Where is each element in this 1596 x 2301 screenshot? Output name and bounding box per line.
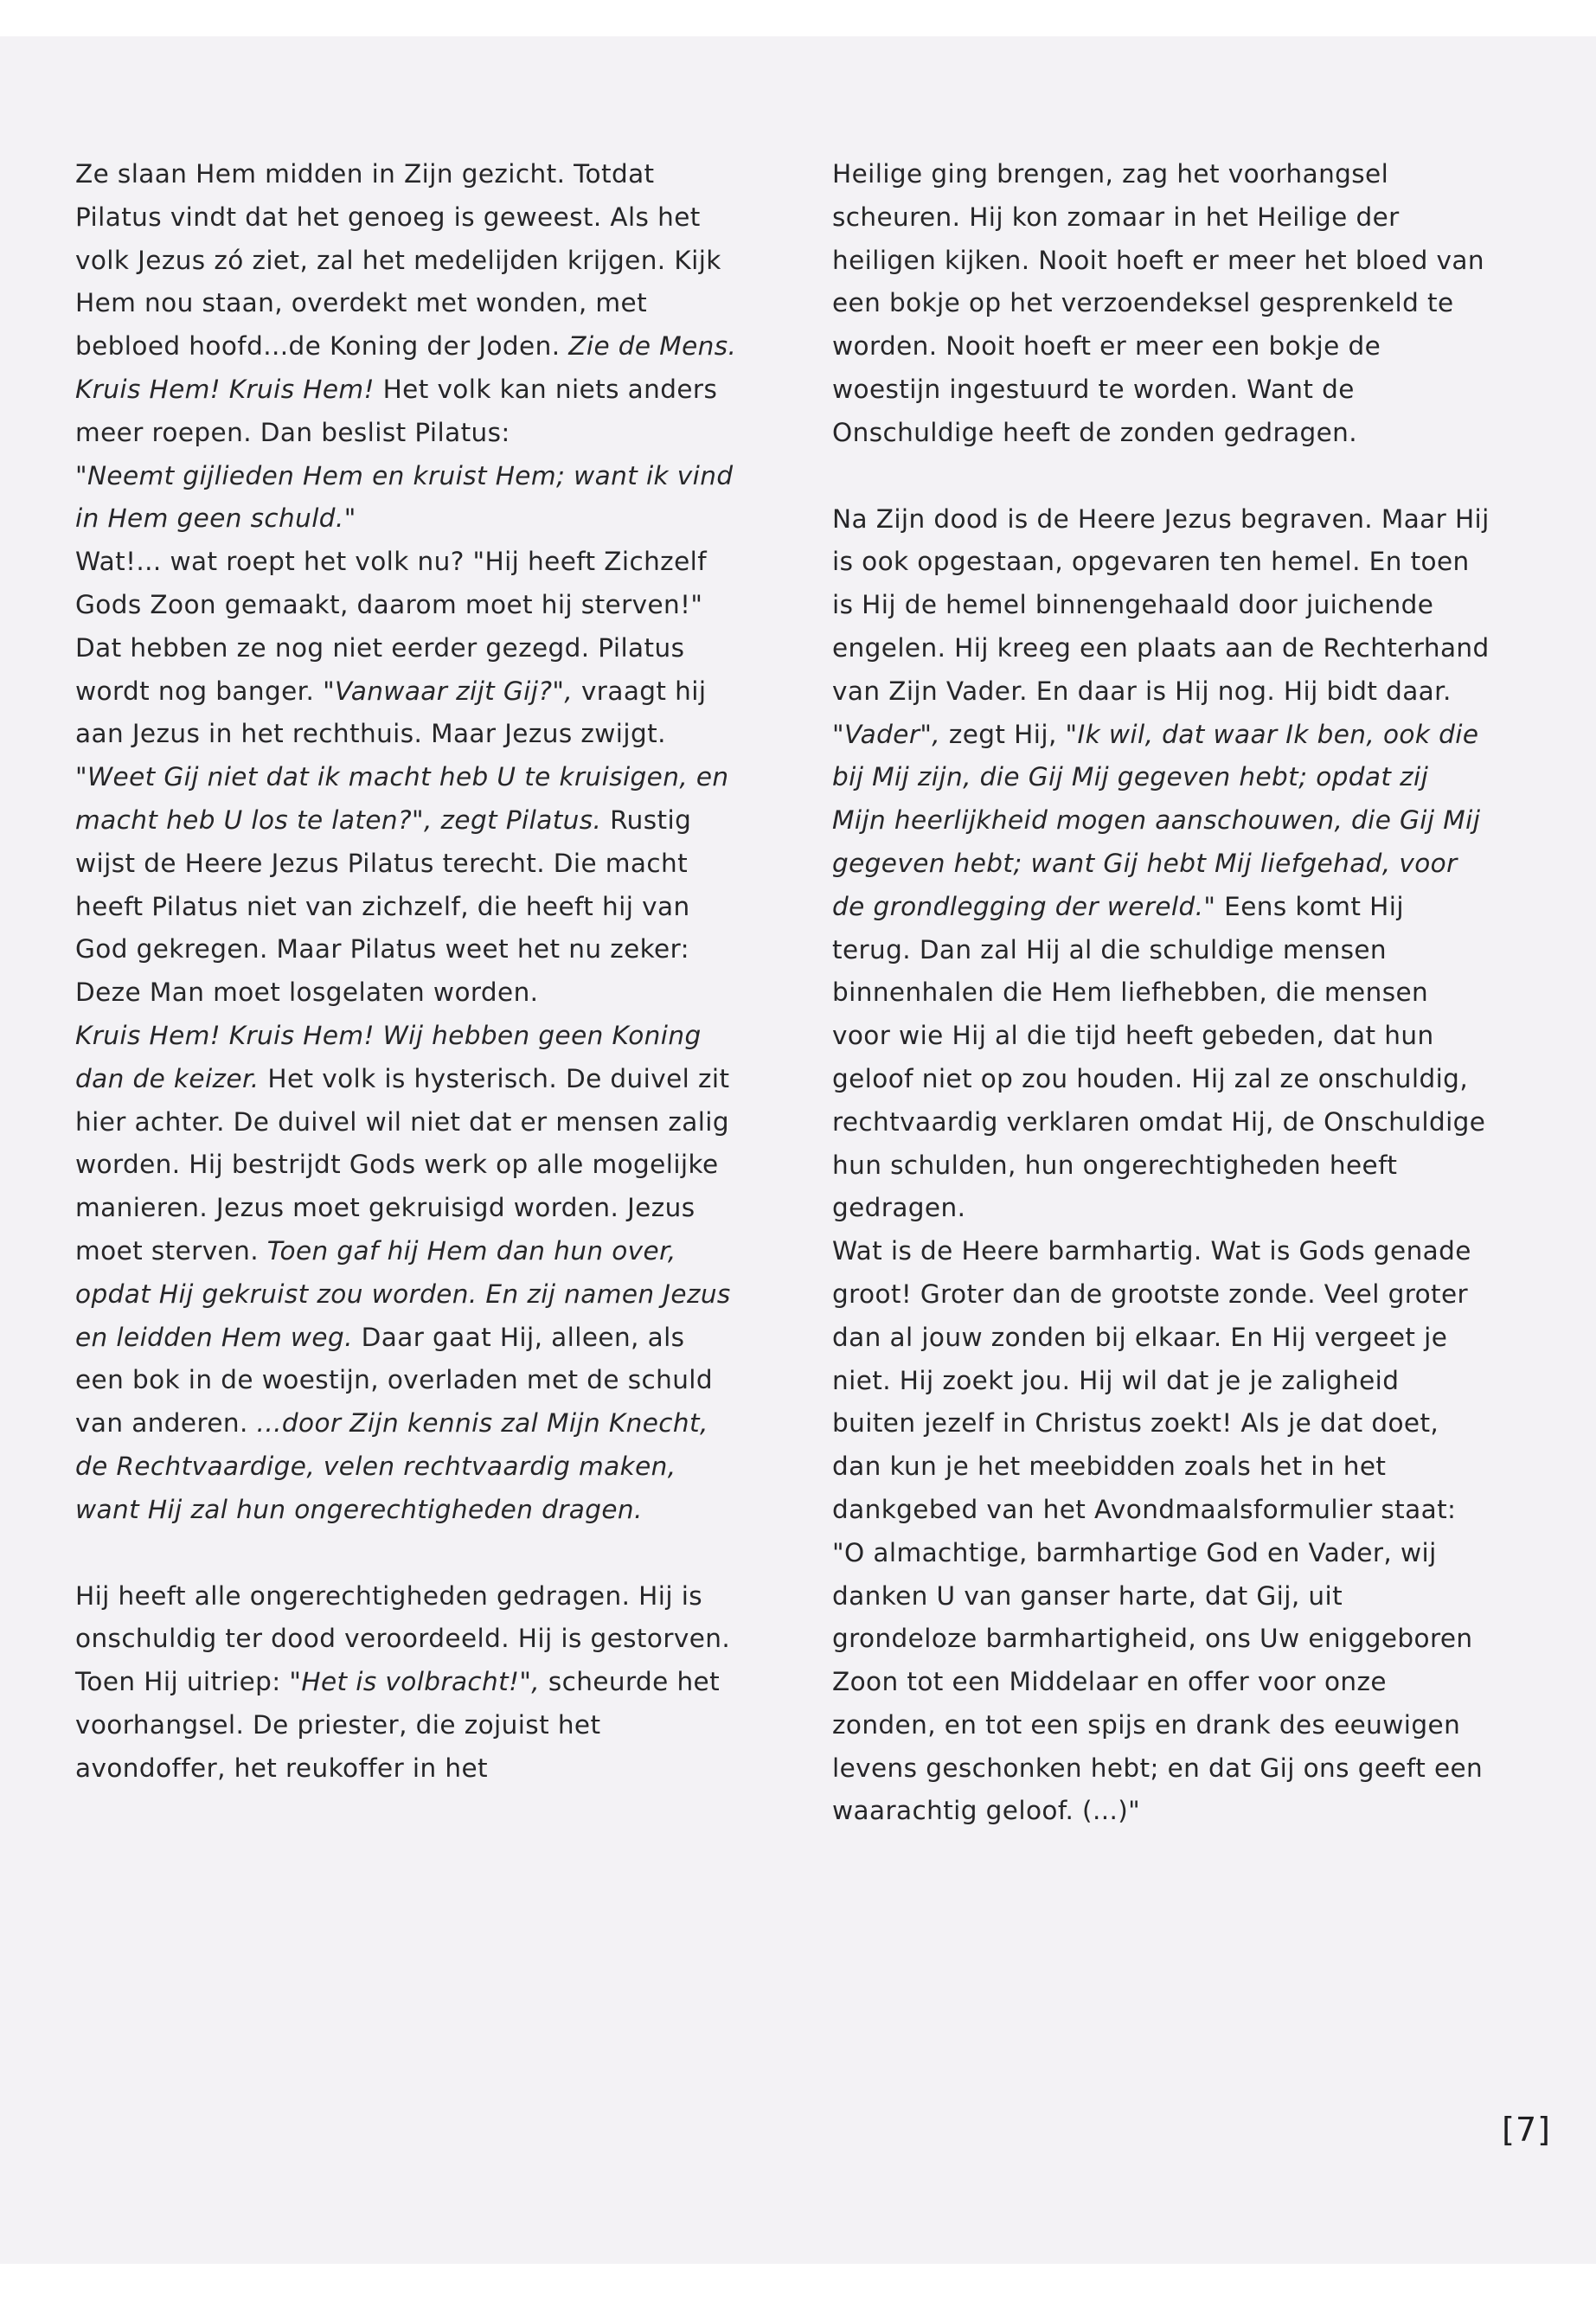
document-page xyxy=(0,36,1596,2264)
paragraph: Heilige ging brengen, zag het voorhangsel scheuren. Hij kon zomaar in het Heilige der heiligen kijken. Nooit hoeft er meer het bloed van een bokje op het verzoendeksel gesprenkeld te worden. Nooit hoeft er meer een bokje de woestijn ingestuurd te worden. Want de Onschuldige heeft de zonden gedragen. xyxy=(832,159,1484,447)
left-column xyxy=(75,153,741,1790)
paragraph: Na Zijn dood is de Heere Jezus begraven. Maar Hij is ook opgestaan, opgevaren ten hemel. En toen is Hij de hemel binnengehaald door juichende engelen. Hij kreeg een plaats aan de Rechterhand van Zijn Vader. En daar is Hij nog. Hij bidt daar. "Vader", zegt Hij, "Ik wil, dat waar Ik ben, ook die bij Mij zijn, die Gij Mij gegeven hebt; opdat zij Mijn heerlijkheid mogen aanschouwen, die Gij Mij gegeven hebt; want Gij hebt Mij liefgehad, voor de grondlegging der wereld." Eens komt Hij terug. Dan zal Hij al die schuldige mensen binnenhalen die Hem liefhebben, die mensen voor wie Hij al die tijd heeft gebeden, dat hun geloof niet op zou houden. Hij zal ze onschuldig, rechtvaardig verklaren omdat Hij, de Onschuldige hun schulden, hun ongerechtigheden heeft gedragen. xyxy=(832,503,1490,1223)
paragraph: Hij heeft alle ongerechtigheden gedragen. Hij is onschuldig ter dood veroordeeld. Hij is gestorven. Toen Hij uitriep: "Het is volbracht!", scheurde het voorhangsel. De priester, die zojuist het avondoffer, het reukoffer in het xyxy=(75,1580,731,1783)
paragraph: Ze slaan Hem midden in Zijn gezicht. Totdat Pilatus vindt dat het genoeg is geweest. Als het volk Jezus zó ziet, zal het medelijden krijgen. Kijk Hem nou staan, overdekt met wonden, met bebloed hoofd...de Koning der Joden. Zie de Mens. Kruis Hem! Kruis Hem! Het volk kan niets anders meer roepen. Dan beslist Pilatus: "Neemt gijlieden Hem en kruist Hem; want ik vind in Hem geen schuld." Wat!... wat roept het volk nu? "Hij heeft Zichzelf Gods Zoon gemaakt, daarom moet hij sterven!" Dat hebben ze nog niet eerder gezegd. Pilatus wordt nog banger. "Vanwaar zijt Gij?", vraagt hij aan Jezus in het rechthuis. Maar Jezus zwijgt. "Weet Gij niet dat ik macht heb U te kruisigen, en macht heb U los te laten?", zegt Pilatus. Rustig wijst de Heere Jezus Pilatus terecht. Die macht heeft Pilatus niet van zichzelf, die heeft hij van God gekregen. Maar Pilatus weet het nu zeker: Deze Man moet losgelaten worden. Kruis Hem! Kruis Hem! Wij hebben geen Koning dan de keizer. Het volk is hysterisch. De duivel zit hier achter. De duivel wil niet dat er mensen zalig worden. Hij bestrijdt Gods werk op alle mogelijke manieren. Jezus moet gekruisigd worden. Jezus moet sterven. Toen gaf hij Hem dan hun over, opdat Hij gekruist zou worden. En zij namen Jezus en leidden Hem weg. Daar gaat Hij, alleen, als een bok in de woestijn, overladen met de schuld van anderen. ...door Zijn kennis zal Mijn Knecht, de Rechtvaardige, velen rechtvaardig maken, want Hij zal hun ongerechtigheden dragen. xyxy=(75,159,737,1524)
paragraph: Wat is de Heere barmhartig. Wat is Gods genade groot! Groter dan de grootste zonde. Veel groter dan al jouw zonden bij elkaar. En Hij vergeet je niet. Hij zoekt jou. Hij wil dat je je zaligheid buiten jezelf in Christus zoekt! Als je dat doet, dan kun je het meebidden zoals het in het dankgebed van het Avondmaalsformulier staat: "O almachtige, barmhartige God en Vader, wij danken U van ganser harte, dat Gij, uit grondeloze barmhartigheid, ons Uw eniggeboren Zoon tot een Middelaar en offer voor onze zonden, en tot een spijs en drank des eeuwigen levens geschonken hebt; en dat Gij ons geeft een waarachtig geloof. (...)" xyxy=(832,1236,1484,1826)
page-number: [7] xyxy=(1502,2111,1551,2149)
right-column xyxy=(832,153,1490,1833)
